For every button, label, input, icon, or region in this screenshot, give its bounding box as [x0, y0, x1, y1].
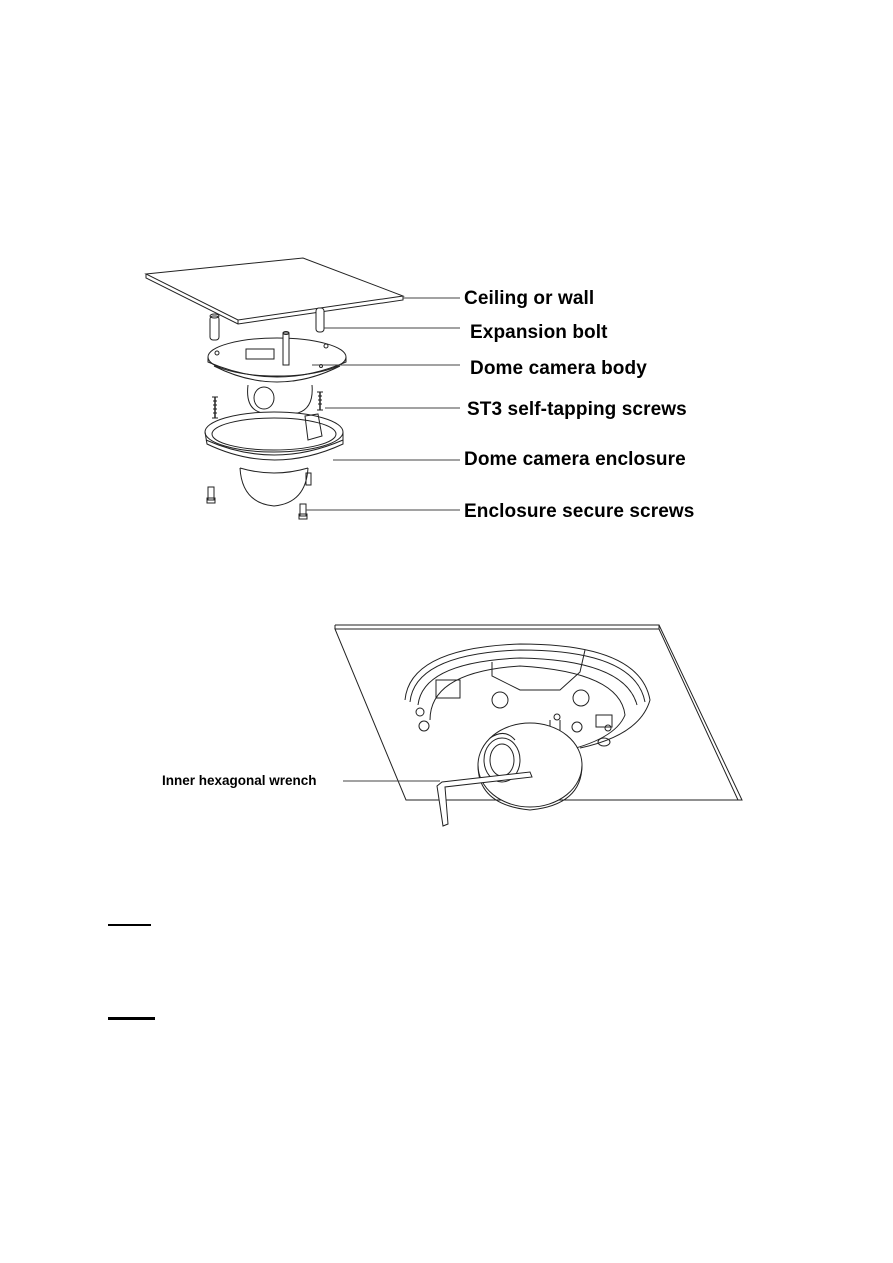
- label-inner-hexagonal-wrench: Inner hexagonal wrench: [162, 773, 317, 788]
- label-enclosure-secure-screws: Enclosure secure screws: [464, 501, 695, 522]
- label-dome-camera-body: Dome camera body: [470, 358, 647, 379]
- label-expansion-bolt: Expansion bolt: [470, 322, 608, 343]
- label-ceiling-or-wall: Ceiling or wall: [464, 288, 595, 309]
- note-heading-underline-2: [108, 1017, 155, 1020]
- figure-exploded-view: [0, 0, 893, 560]
- note-heading-underline-1: [108, 924, 151, 926]
- exploded-view-illustration: [0, 0, 893, 560]
- figure-mounted-camera: [0, 600, 893, 830]
- mounted-camera-illustration: [0, 600, 893, 830]
- label-dome-camera-enclosure: Dome camera enclosure: [464, 449, 686, 470]
- label-st3-self-tapping-screws: ST3 self-tapping screws: [467, 399, 687, 420]
